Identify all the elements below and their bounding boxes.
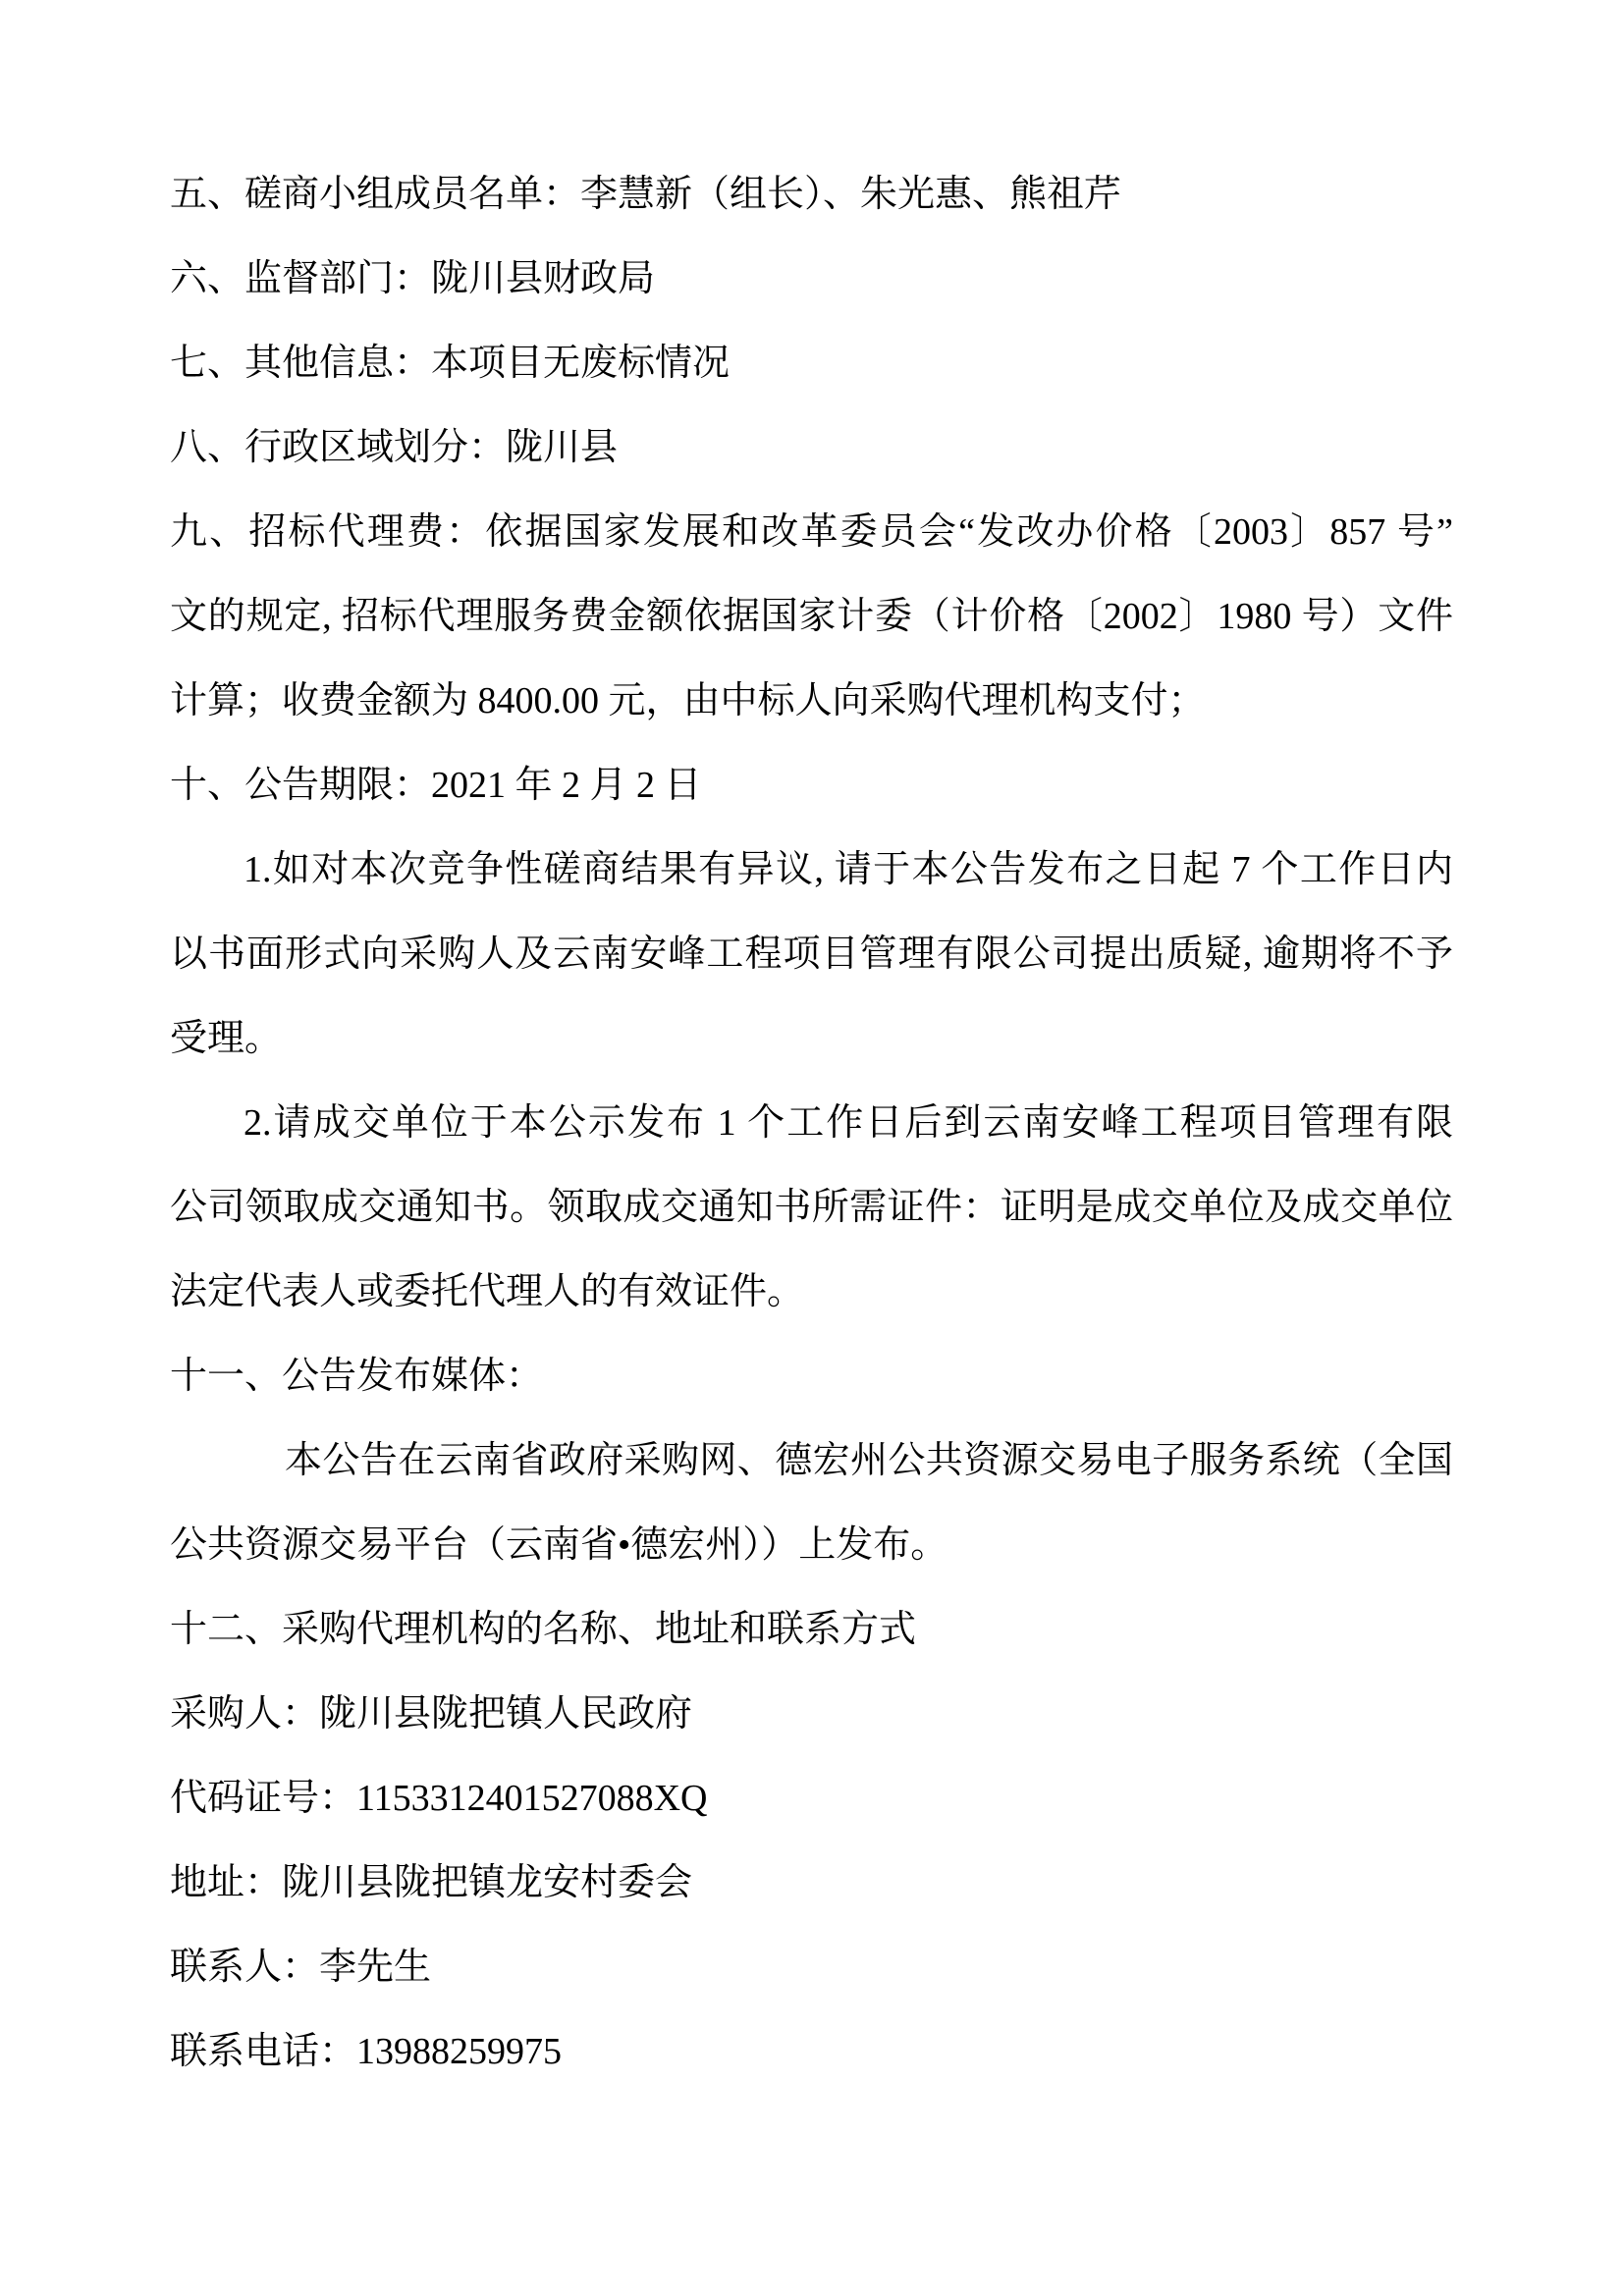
document-line-3: 七、其他信息：本项目无废标情况 — [170, 343, 731, 384]
document-line-10: 以书面形式向采购人及云南安峰工程项目管理有限公司提出质疑, 逾期将不予 — [170, 934, 1453, 975]
document-line-2: 六、监督部门：陇川县财政局 — [170, 258, 656, 299]
document-line-1: 五、磋商小组成员名单：李慧新（组长）、朱光惠、熊祖芹 — [170, 174, 1122, 215]
document-line-9: 1.如对本次竞争性磋商结果有异议, 请于本公告发布之日起 7 个工作日内 — [244, 849, 1453, 890]
document-line-19: 采购人：陇川县陇把镇人民政府 — [170, 1693, 693, 1735]
document-line-21: 地址：陇川县陇把镇龙安村委会 — [170, 1862, 693, 1903]
document-line-4: 八、行政区域划分：陇川县 — [170, 427, 619, 468]
document-line-8: 十、公告期限：2021 年 2 月 2 日 — [170, 765, 702, 806]
document-line-22: 联系人：李先生 — [170, 1947, 432, 1988]
document-line-11: 受理。 — [170, 1018, 283, 1059]
document-line-7: 计算；收费金额为 8400.00 元，由中标人向采购代理机构支付； — [170, 680, 1206, 721]
document-line-17: 公共资源交易平台（云南省•德宏州））上发布。 — [170, 1524, 948, 1566]
document-line-15: 十一、公告发布媒体： — [170, 1356, 544, 1397]
document-line-14: 法定代表人或委托代理人的有效证件。 — [170, 1271, 805, 1312]
document-line-5: 九、招标代理费：依据国家发展和改革委员会“发改办价格〔2003〕857 号” — [170, 511, 1453, 553]
document-line-23: 联系电话：13988259975 — [170, 2031, 563, 2072]
document-line-16: 本公告在云南省政府采购网、德宏州公共资源交易电子服务系统（全国 — [285, 1440, 1453, 1481]
document-line-6: 文的规定, 招标代理服务费金额依据国家计委（计价格〔2002〕1980 号）文件 — [170, 596, 1453, 637]
document-line-12: 2.请成交单位于本公示发布 1 个工作日后到云南安峰工程项目管理有限 — [244, 1102, 1453, 1144]
document-line-18: 十二、采购代理机构的名称、地址和联系方式 — [170, 1609, 917, 1650]
document-line-13: 公司领取成交通知书。领取成交通知书所需证件：证明是成交单位及成交单位 — [170, 1187, 1453, 1228]
document-line-20: 代码证号：1153312401527088XQ — [170, 1778, 708, 1819]
